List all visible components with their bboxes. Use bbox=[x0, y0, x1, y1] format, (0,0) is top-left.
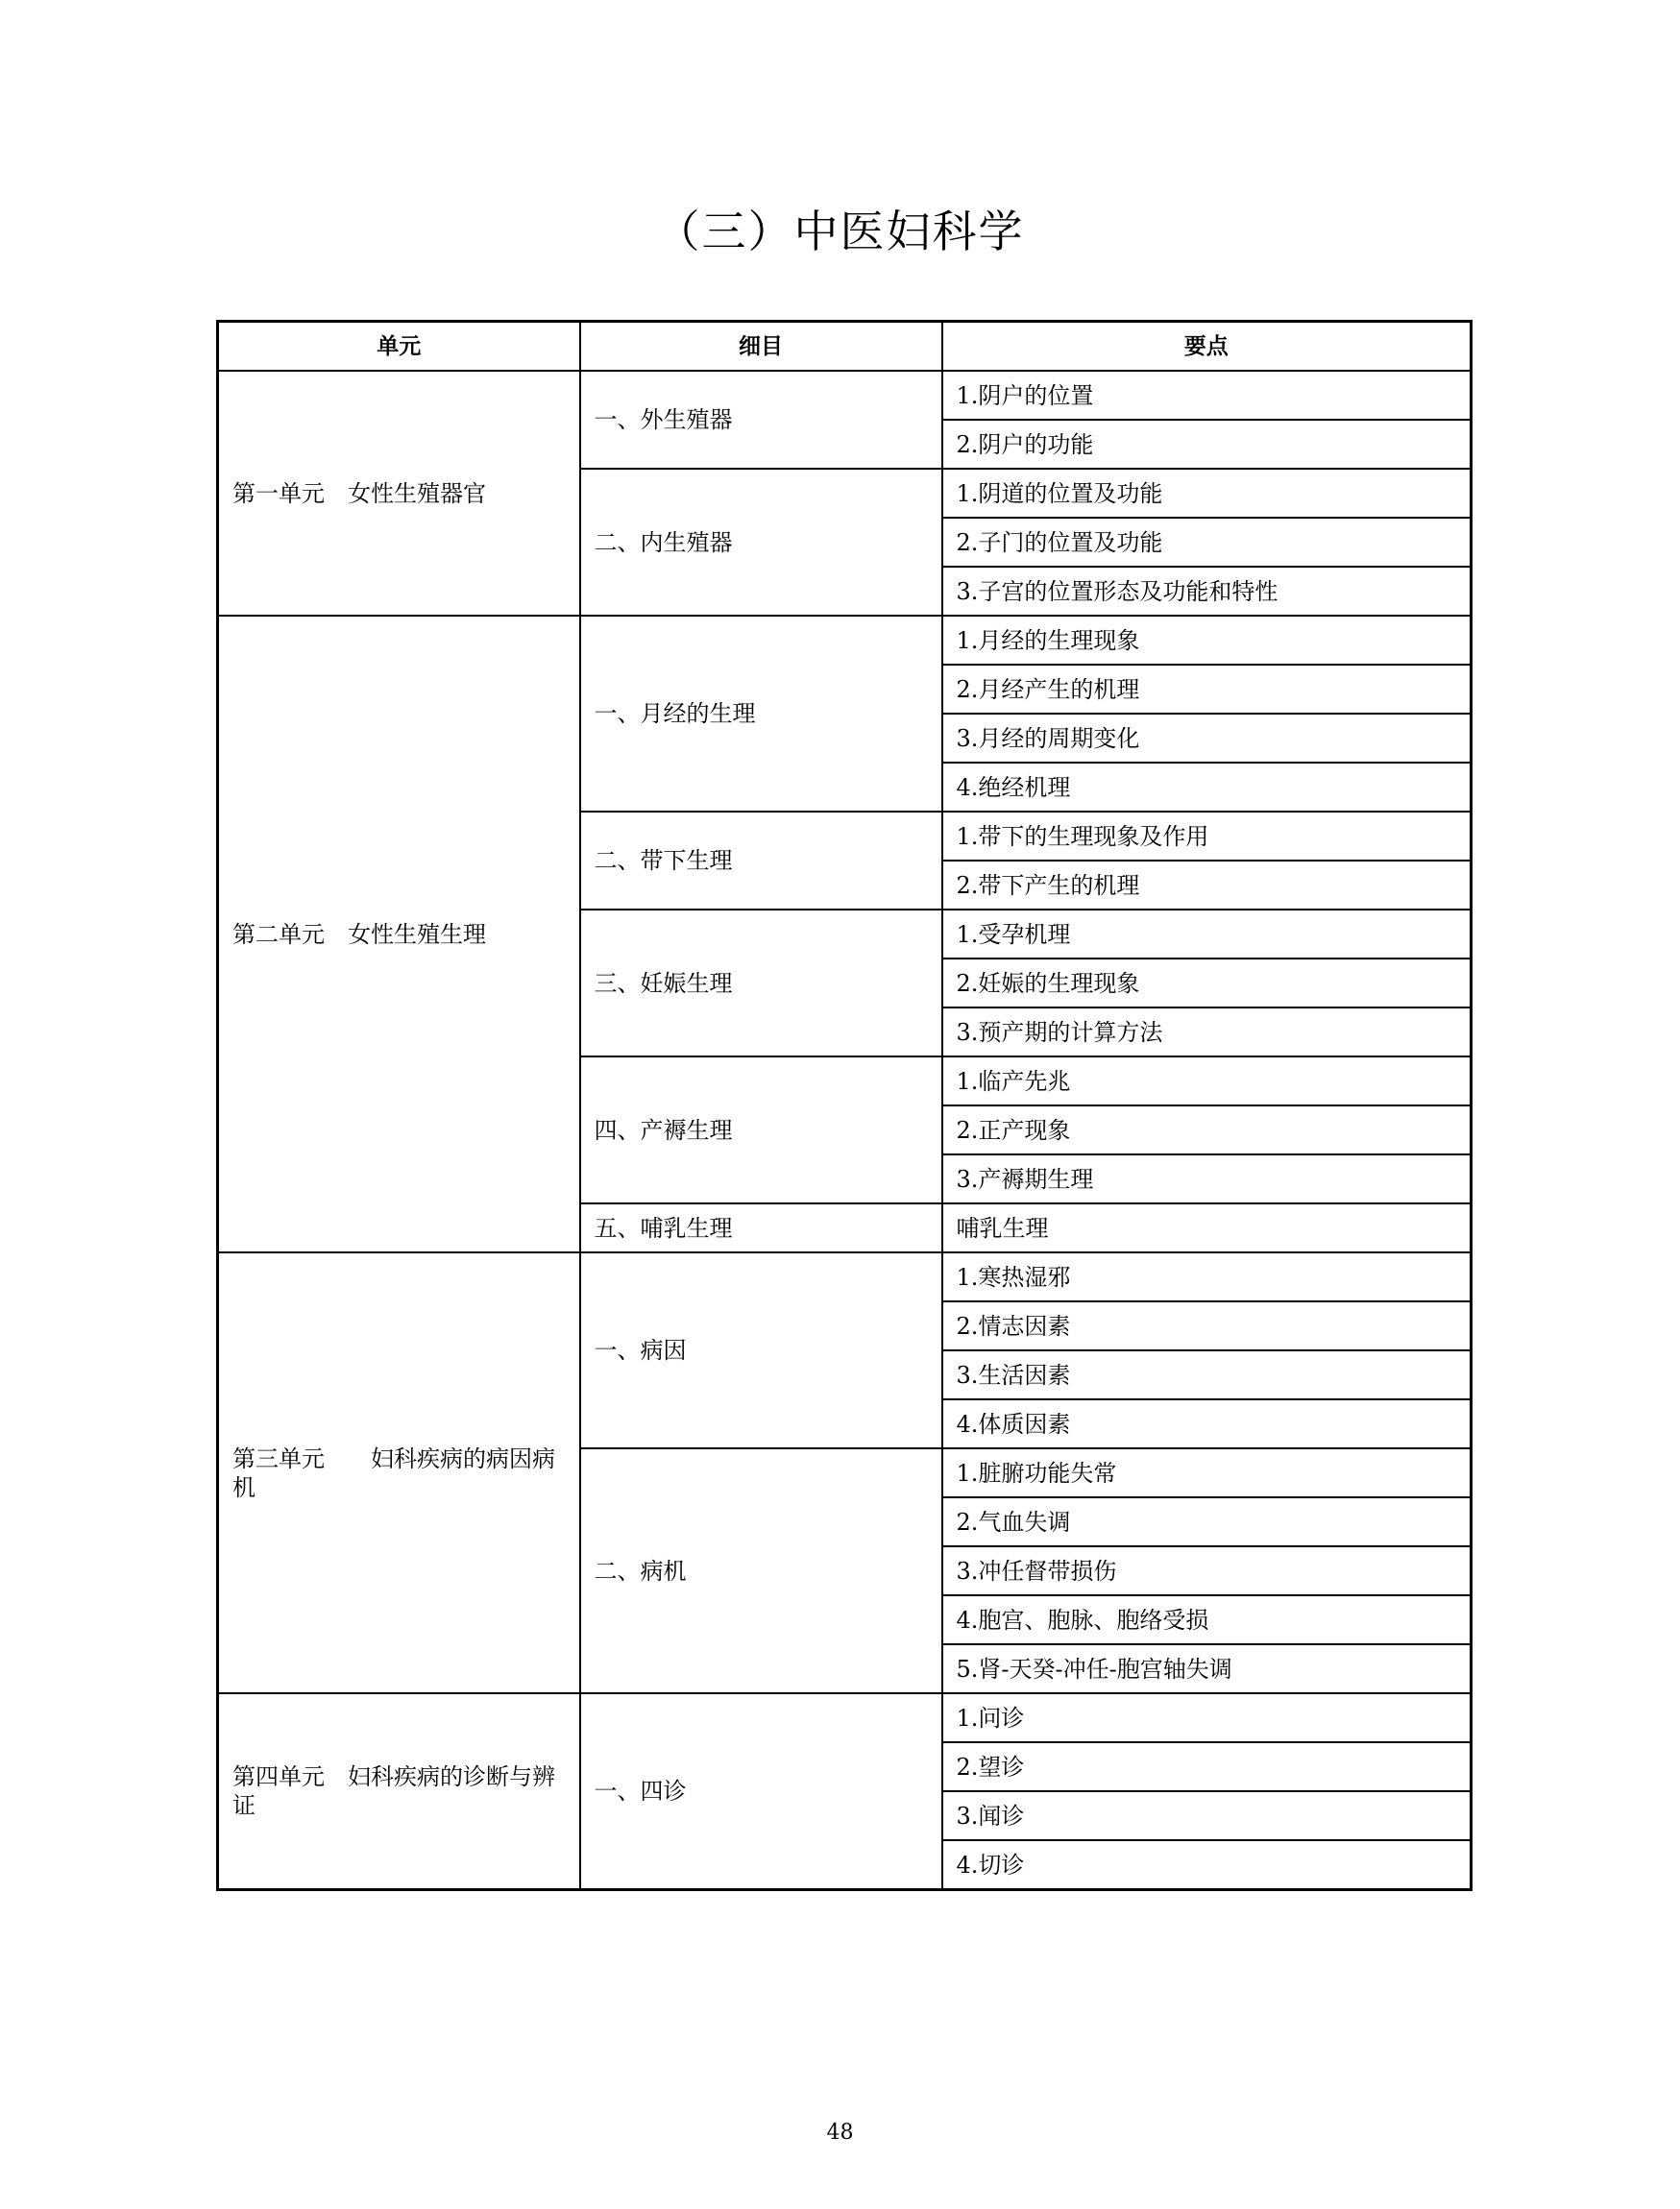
point-cell: 4.体质因素 bbox=[942, 1399, 1472, 1448]
header-point: 要点 bbox=[942, 322, 1472, 372]
point-cell: 2.情志因素 bbox=[942, 1301, 1472, 1350]
detail-cell: 二、病机 bbox=[580, 1448, 942, 1693]
point-cell: 1.受孕机理 bbox=[942, 910, 1472, 959]
unit-cell: 第三单元 妇科疾病的病因病机 bbox=[218, 1252, 580, 1693]
point-cell: 1.临产先兆 bbox=[942, 1056, 1472, 1105]
point-cell: 哺乳生理 bbox=[942, 1203, 1472, 1252]
unit-cell: 第四单元 妇科疾病的诊断与辨证 bbox=[218, 1693, 580, 1890]
detail-cell: 四、产褥生理 bbox=[580, 1056, 942, 1203]
table-row bbox=[218, 616, 1472, 665]
point-cell: 1.问诊 bbox=[942, 1693, 1472, 1742]
point-cell: 2.阴户的功能 bbox=[942, 420, 1472, 469]
table-row bbox=[218, 1693, 1472, 1742]
point-cell: 3.生活因素 bbox=[942, 1350, 1472, 1399]
point-cell: 4.胞宫、胞脉、胞络受损 bbox=[942, 1595, 1472, 1644]
table-row bbox=[218, 371, 1472, 420]
point-cell: 3.冲任督带损伤 bbox=[942, 1546, 1472, 1595]
detail-cell: 二、带下生理 bbox=[580, 812, 942, 910]
table-header-row bbox=[218, 322, 1472, 372]
point-cell: 1.带下的生理现象及作用 bbox=[942, 812, 1472, 861]
point-cell: 4.切诊 bbox=[942, 1840, 1472, 1890]
point-cell: 1.阴户的位置 bbox=[942, 371, 1472, 420]
point-cell: 3.闻诊 bbox=[942, 1791, 1472, 1840]
detail-cell: 二、内生殖器 bbox=[580, 469, 942, 616]
header-detail: 细目 bbox=[580, 322, 942, 372]
unit-cell: 第二单元 女性生殖生理 bbox=[218, 616, 580, 1252]
unit-cell: 第一单元 女性生殖器官 bbox=[218, 371, 580, 616]
detail-cell: 五、哺乳生理 bbox=[580, 1203, 942, 1252]
point-cell: 3.预产期的计算方法 bbox=[942, 1007, 1472, 1056]
point-cell: 3.产褥期生理 bbox=[942, 1154, 1472, 1203]
point-cell: 2.妊娠的生理现象 bbox=[942, 959, 1472, 1007]
detail-cell: 一、病因 bbox=[580, 1252, 942, 1448]
page-number: 48 bbox=[826, 2121, 854, 2145]
point-cell: 5.肾-天癸-冲任-胞宫轴失调 bbox=[942, 1644, 1472, 1693]
detail-cell: 一、月经的生理 bbox=[580, 616, 942, 812]
point-cell: 1.寒热湿邪 bbox=[942, 1252, 1472, 1301]
detail-cell: 三、妊娠生理 bbox=[580, 910, 942, 1056]
table-row bbox=[218, 1252, 1472, 1301]
point-cell: 2.正产现象 bbox=[942, 1105, 1472, 1154]
page-title: （三）中医妇科学 bbox=[655, 206, 1025, 257]
point-cell: 3.子宫的位置形态及功能和特性 bbox=[942, 567, 1472, 616]
point-cell: 2.子门的位置及功能 bbox=[942, 518, 1472, 567]
syllabus-table bbox=[216, 320, 1473, 1891]
table-body bbox=[218, 371, 1472, 1890]
point-cell: 2.望诊 bbox=[942, 1742, 1472, 1791]
point-cell: 1.脏腑功能失常 bbox=[942, 1448, 1472, 1497]
point-cell: 1.阴道的位置及功能 bbox=[942, 469, 1472, 518]
point-cell: 2.气血失调 bbox=[942, 1497, 1472, 1546]
header-unit: 单元 bbox=[218, 322, 580, 372]
detail-cell: 一、外生殖器 bbox=[580, 371, 942, 469]
detail-cell: 一、四诊 bbox=[580, 1693, 942, 1890]
point-cell: 1.月经的生理现象 bbox=[942, 616, 1472, 665]
point-cell: 4.绝经机理 bbox=[942, 763, 1472, 812]
point-cell: 2.带下产生的机理 bbox=[942, 861, 1472, 910]
point-cell: 3.月经的周期变化 bbox=[942, 714, 1472, 763]
point-cell: 2.月经产生的机理 bbox=[942, 665, 1472, 714]
